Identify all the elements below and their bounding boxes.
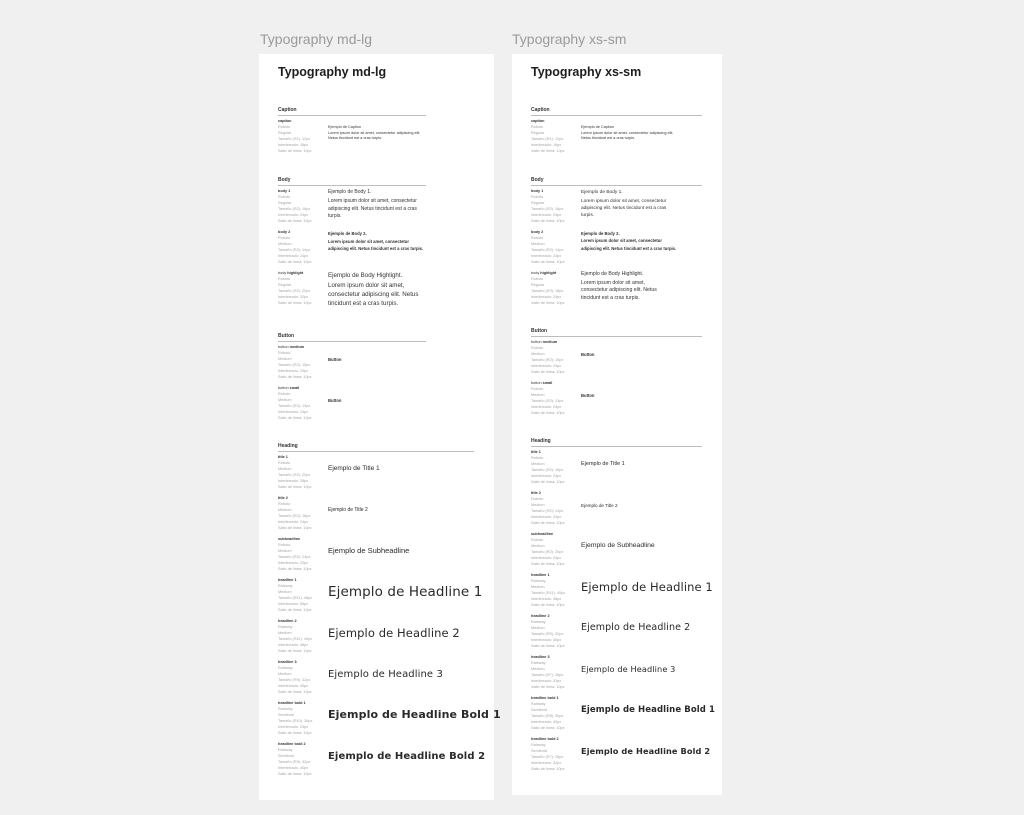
type-style-attribute: Salto de línea: 10px <box>531 219 565 223</box>
type-style-attribute: Medium <box>531 667 545 671</box>
type-style-attribute: Roboto <box>278 392 291 396</box>
section-body <box>278 177 426 308</box>
type-sample-text: Ejemplo de Caption <box>581 125 615 129</box>
type-style-attribute: Salto de línea: 10px <box>278 485 312 489</box>
type-style-spec <box>278 577 326 613</box>
type-style-attribute: Interlineado: 28px <box>278 479 309 483</box>
type-style-name: headline bold 1 <box>531 696 559 700</box>
type-style-attribute: Tamaño (R2): 20px <box>531 550 564 554</box>
type-sample-text: Button <box>328 398 342 403</box>
type-style-attribute: Medium <box>531 544 545 548</box>
type-style-attribute: Tamaño (R2): 20px <box>278 473 311 477</box>
type-style-attribute: Tamaño (R2): 16px <box>278 207 311 211</box>
type-sample-paragraph: Lorem ipsum dolor sit amet, consectetur adipiscing elit. Netus tincidunt est a cras turpis. <box>328 131 421 140</box>
type-sample-text: Ejemplo de Headline 1 <box>328 584 483 600</box>
type-style-spec <box>278 536 326 572</box>
type-style-attribute: Roboto <box>531 387 544 391</box>
type-style-attribute: Medium <box>278 467 292 471</box>
type-style-spec <box>278 270 326 306</box>
type-style-attribute: Salto de línea: 10px <box>531 767 565 771</box>
type-style-attribute: Interlineado: 32px <box>531 679 562 683</box>
type-sample-text: Ejemplo de Headline 2 <box>328 626 460 640</box>
type-style-attribute: Salto de línea: 10px <box>531 480 565 484</box>
type-style-name: button medium <box>531 340 558 344</box>
type-style-attribute: Salto de línea: 10px <box>531 685 565 689</box>
type-style-name: headline 1 <box>531 573 550 577</box>
type-style-attribute: Tamaño (R2): 16px <box>531 289 564 293</box>
type-style-name: caption <box>278 119 292 123</box>
type-sample-text: Button <box>581 352 595 357</box>
type-sample-text: Ejemplo de Subheadline <box>581 542 655 549</box>
type-style-attribute: Raleway <box>531 620 546 624</box>
type-style-name: headline bold 1 <box>278 701 306 705</box>
type-style-spec <box>531 531 579 567</box>
type-sample-text: Ejemplo de Headline 1 <box>581 580 713 594</box>
type-style-attribute: Salto de línea: 10px <box>278 149 312 153</box>
type-style-attribute: Salto de línea: 10px <box>278 416 312 420</box>
type-style-attribute: Raleway <box>531 702 546 706</box>
type-style-name: title 1 <box>278 455 288 459</box>
type-sample <box>581 449 731 468</box>
type-sample <box>328 741 486 763</box>
type-style-attribute: Semibold <box>278 713 294 717</box>
type-style-spec <box>531 736 579 772</box>
type-sample-text: Ejemplo de Title 1 <box>328 465 380 472</box>
type-style-spec <box>531 613 579 649</box>
type-sample <box>581 270 731 302</box>
type-style-attribute: Salto de línea: 10px <box>278 219 312 223</box>
type-style-attribute: Raleway <box>278 707 293 711</box>
type-sample-text: Ejemplo de Title 2 <box>328 507 368 513</box>
type-sample <box>581 380 731 398</box>
type-style-attribute: Regular <box>278 283 292 287</box>
type-style-attribute: Tamaño (R2): 16px <box>278 514 311 518</box>
type-style-attribute: Salto de línea: 10px <box>531 149 565 153</box>
type-style-attribute: Regular <box>531 131 545 135</box>
type-style-spec <box>278 659 326 695</box>
type-sample-text: Ejemplo de Headline Bold 2 <box>581 746 711 756</box>
section-heading <box>278 443 501 776</box>
type-sample-text: Ejemplo de Subheadline <box>328 546 410 555</box>
type-style-attribute: Tamaño (R1): 12px <box>531 137 564 141</box>
section-caption <box>531 107 702 153</box>
type-style-name: button small <box>531 381 553 385</box>
type-style-attribute: Tamaño (R2): 16px <box>531 468 564 472</box>
section-divider <box>531 115 702 116</box>
type-style-attribute: Roboto <box>531 346 544 350</box>
type-style-name: headline 2 <box>531 614 550 618</box>
type-style-attribute: Interlineado: 24px <box>531 556 562 560</box>
type-style-spec <box>278 618 326 654</box>
type-sample <box>328 536 478 556</box>
type-style-spec <box>278 344 326 380</box>
type-sample-paragraph: Lorem ipsum dolor sit amet, consectetur adipiscing elit. Netus tincidunt est a cras turpis. <box>581 131 674 140</box>
type-style-attribute: Raleway <box>278 748 293 752</box>
type-style-name: body 1 <box>531 189 544 193</box>
section-divider <box>531 336 702 337</box>
type-sample <box>328 270 478 309</box>
type-style-name: subheadline <box>278 537 301 541</box>
type-style-attribute: Roboto <box>278 543 291 547</box>
type-style-attribute: Tamaño (R9): 32px <box>531 632 564 636</box>
type-style-attribute: Roboto <box>531 497 544 501</box>
type-sample-paragraph: Lorem ipsum dolor sit amet, consectetur adipiscing elit. Netus tincidunt est a cras turpis. <box>581 279 657 301</box>
type-style-attribute: Semibold <box>531 708 547 712</box>
type-style-attribute: Tamaño (R7): 28px <box>531 673 564 677</box>
type-style-attribute: Medium <box>278 398 292 402</box>
type-style-attribute: Tamaño (R11): 40px <box>278 637 313 641</box>
type-style-attribute: Medium <box>278 672 292 676</box>
type-style-spec <box>531 270 579 306</box>
section-title: Caption <box>531 107 550 113</box>
type-style-attribute: Interlineado: 32px <box>531 761 562 765</box>
type-style-name: body highlight <box>531 271 557 275</box>
section-title: Button <box>531 328 548 334</box>
type-style-attribute: Interlineado: 56px <box>278 602 309 606</box>
type-style-name: headline 1 <box>278 578 297 582</box>
type-style-attribute: Salto de línea: 10px <box>531 301 565 305</box>
type-style-name: headline bold 2 <box>278 742 306 746</box>
type-style-attribute: Raleway <box>278 584 293 588</box>
section-title: Heading <box>278 443 298 449</box>
type-style-attribute: Medium <box>278 357 292 361</box>
section-divider <box>278 115 426 116</box>
type-style-attribute: Tamaño (R7): 28px <box>531 755 564 759</box>
type-sample <box>581 654 731 675</box>
type-sample-text: Ejemplo de Headline Bold 1 <box>581 705 716 715</box>
type-style-spec <box>531 654 579 690</box>
type-style-name: title 1 <box>531 450 541 454</box>
type-sample-paragraph: Lorem ipsum dolor sit amet, consectetur adipiscing elit. Netus tincidunt est a cras turpis. <box>328 282 419 308</box>
type-style-spec <box>278 741 326 777</box>
type-style-attribute: Salto de línea: 10px <box>278 375 312 379</box>
frame-label-xs-sm: Typography xs-sm <box>512 31 627 47</box>
type-sample-text: Ejemplo de Body Highlight. <box>328 272 403 279</box>
type-style-attribute: Salto de línea: 10px <box>278 526 312 530</box>
type-style-attribute: Roboto <box>278 125 291 129</box>
type-style-attribute: Roboto <box>278 195 291 199</box>
type-sample-paragraph: Lorem ipsum dolor sit amet, consectetur adipiscing elit. Netus tincidunt est a cras turpis. <box>328 198 417 219</box>
type-style-attribute: Interlineado: 24px <box>531 213 562 217</box>
section-button <box>531 328 702 415</box>
section-heading <box>531 438 716 771</box>
type-style-spec <box>278 188 326 224</box>
type-style-name: body 2 <box>278 230 291 234</box>
type-style-attribute: Salto de línea: 10px <box>278 690 312 694</box>
type-style-attribute: Roboto <box>531 236 544 240</box>
section-divider <box>278 451 474 452</box>
type-style-attribute: Medium <box>278 590 292 594</box>
type-sample-text: Ejemplo de Caption <box>328 125 362 129</box>
type-style-attribute: Interlineado: 24px <box>278 369 309 373</box>
type-style-attribute: Regular <box>531 201 545 205</box>
type-style-attribute: Roboto <box>531 125 544 129</box>
page-title: Typography xs-sm <box>531 65 642 79</box>
type-style-attribute: Raleway <box>278 625 293 629</box>
type-sample-text: Ejemplo de Body Highlight. <box>581 271 644 277</box>
type-style-attribute: Salto de línea: 10px <box>531 644 565 648</box>
type-style-attribute: Interlineado: 24px <box>531 295 562 299</box>
type-style-attribute: Semibold <box>531 749 547 753</box>
type-sample-text: Button <box>581 393 595 398</box>
type-sample-text: Ejemplo de Title 2 <box>581 503 618 508</box>
type-style-attribute: Tamaño (R11): 40px <box>531 591 566 595</box>
type-sample-text: Ejemplo de Headline 2 <box>581 622 691 633</box>
type-sample <box>581 531 731 551</box>
type-style-attribute: Medium <box>531 242 545 246</box>
type-sample <box>328 454 478 473</box>
type-style-attribute: Regular <box>531 283 545 287</box>
type-sample-text: Ejemplo de Title 1 <box>581 461 625 467</box>
type-style-name: headline bold 2 <box>531 737 559 741</box>
type-style-attribute: Roboto <box>531 538 544 542</box>
type-style-attribute: Tamaño (R9): 32px <box>278 678 311 682</box>
type-style-attribute: Salto de línea: 10px <box>278 649 312 653</box>
type-style-name: button medium <box>278 345 305 349</box>
type-style-attribute: Tamaño (R2): 13px <box>278 404 311 408</box>
type-style-attribute: Medium <box>278 508 292 512</box>
section-title: Caption <box>278 107 297 113</box>
type-style-name: headline 3 <box>278 660 297 664</box>
type-style-attribute: Interlineado: 24px <box>278 213 309 217</box>
type-style-name: body 2 <box>531 230 544 234</box>
type-style-attribute: Tamaño (R9): 32px <box>278 760 311 764</box>
type-style-attribute: Interlineado: 24px <box>531 405 562 409</box>
type-sample <box>328 618 478 641</box>
type-sample-text: Ejemplo de Headline Bold 1 <box>328 708 501 721</box>
type-style-spec <box>531 380 579 416</box>
type-style-spec <box>531 449 579 485</box>
type-style-attribute: Medium <box>531 393 545 397</box>
section-divider <box>278 341 426 342</box>
type-style-attribute: Salto de línea: 10px <box>278 260 312 264</box>
type-style-attribute: Interlineado: 24px <box>278 254 309 258</box>
type-style-spec <box>278 495 326 531</box>
type-style-attribute: Regular <box>278 201 292 205</box>
section-title: Body <box>278 177 291 183</box>
type-style-spec <box>278 385 326 421</box>
type-style-spec <box>278 229 326 265</box>
type-sample <box>581 613 731 634</box>
type-style-attribute: Interlineado: 40px <box>278 684 309 688</box>
type-style-attribute: Salto de línea: 10px <box>531 370 565 374</box>
type-style-attribute: Tamaño (R2): 14px <box>531 248 564 252</box>
type-style-spec <box>531 339 579 375</box>
type-style-attribute: Raleway <box>531 579 546 583</box>
type-style-attribute: Tamaño (R2): 20px <box>278 289 311 293</box>
type-sample <box>581 118 731 141</box>
type-style-attribute: Roboto <box>278 351 291 355</box>
section-title: Heading <box>531 438 551 444</box>
type-sample-paragraph: Lorem ipsum dolor sit amet, consectetur adipiscing elit. Netus tincidunt est a cras turpis. <box>581 238 677 251</box>
type-style-attribute: Interlineado: 40px <box>531 720 562 724</box>
type-style-attribute: Tamaño (R2): 24px <box>278 555 311 559</box>
type-style-attribute: Salto de línea: 10px <box>278 301 312 305</box>
type-sample <box>581 339 731 357</box>
type-style-attribute: Medium <box>278 549 292 553</box>
type-sample-text: Ejemplo de Body 2. <box>581 231 620 236</box>
frame-typography-md-lg <box>259 54 501 800</box>
type-style-spec <box>531 118 579 154</box>
type-sample <box>581 572 731 595</box>
type-style-attribute: Salto de línea: 10px <box>278 731 312 735</box>
type-style-spec <box>531 229 579 265</box>
type-sample <box>328 659 478 681</box>
type-style-attribute: Salto de línea: 10px <box>278 567 312 571</box>
type-sample-text: Ejemplo de Body 1. <box>328 189 372 195</box>
type-style-attribute: Tamaño (R2): 15px <box>278 363 311 367</box>
type-style-spec <box>531 572 579 608</box>
type-sample <box>328 344 478 362</box>
type-style-attribute: Interlineado: 16px <box>278 143 309 147</box>
type-style-attribute: Interlineado: 32px <box>278 561 309 565</box>
type-sample-text: Ejemplo de Body 2. <box>328 231 367 236</box>
type-style-attribute: Interlineado: 40px <box>278 766 309 770</box>
type-style-attribute: Salto de línea: 10px <box>531 411 565 415</box>
frame-typography-xs-sm <box>512 54 722 795</box>
type-sample-text: Ejemplo de Headline 3 <box>328 669 443 680</box>
type-style-attribute: Interlineado: 32px <box>278 295 309 299</box>
type-style-attribute: Raleway <box>531 661 546 665</box>
type-style-attribute: Roboto <box>531 195 544 199</box>
section-caption <box>278 107 426 153</box>
type-style-attribute: Regular <box>278 131 292 135</box>
type-style-attribute: Tamaño (R2): 16px <box>531 207 564 211</box>
type-style-name: button small <box>278 386 300 390</box>
type-style-attribute: Interlineado: 24px <box>531 254 562 258</box>
type-style-spec <box>531 695 579 731</box>
type-style-attribute: Tamaño (R2): 13px <box>531 399 564 403</box>
type-sample-text: Ejemplo de Headline 3 <box>581 664 676 674</box>
type-sample <box>328 229 478 253</box>
type-sample-paragraph: Lorem ipsum dolor sit amet, consectetur adipiscing elit. Netus tincidunt est a cras turpis. <box>328 238 424 251</box>
type-sample <box>328 188 478 221</box>
type-style-name: title 2 <box>278 496 288 500</box>
type-style-attribute: Interlineado: 24px <box>278 410 309 414</box>
type-sample <box>328 577 483 602</box>
type-style-attribute: Tamaño (R11): 48px <box>278 596 313 600</box>
type-style-attribute: Roboto <box>278 461 291 465</box>
type-style-attribute: Tamaño (R2): 14px <box>531 509 564 513</box>
section-title: Body <box>531 177 544 183</box>
type-sample-text: Ejemplo de Headline Bold 2 <box>328 751 486 762</box>
type-style-attribute: Tamaño (R8): 30px <box>531 714 564 718</box>
type-style-attribute: Interlineado: 48px <box>278 643 309 647</box>
type-style-attribute: Raleway <box>531 743 546 747</box>
type-sample-text: Ejemplo de Body 1. <box>581 190 623 195</box>
type-style-attribute: Interlineado: 24px <box>531 364 562 368</box>
type-style-attribute: Medium <box>278 631 292 635</box>
type-sample <box>328 700 501 722</box>
type-style-attribute: Salto de línea: 10px <box>531 603 565 607</box>
type-style-name: body 1 <box>278 189 291 193</box>
type-style-attribute: Medium <box>531 626 545 630</box>
type-sample <box>581 695 731 716</box>
type-style-attribute: Interlineado: 40px <box>531 638 562 642</box>
type-sample <box>328 495 478 514</box>
type-sample <box>581 736 731 757</box>
type-style-attribute: Interlineado: 24px <box>278 725 309 729</box>
type-sample <box>581 490 731 509</box>
type-style-name: body highlight <box>278 271 304 275</box>
type-sample <box>328 385 478 403</box>
type-style-attribute: Medium <box>531 585 545 589</box>
type-style-attribute: Salto de línea: 10px <box>531 521 565 525</box>
type-style-attribute: Interlineado: 24px <box>531 474 562 478</box>
type-style-attribute: Roboto <box>531 456 544 460</box>
type-style-attribute: Roboto <box>278 236 291 240</box>
type-style-attribute: Medium <box>278 242 292 246</box>
section-divider <box>278 185 426 186</box>
type-style-attribute: Medium <box>531 352 545 356</box>
type-style-name: caption <box>531 119 545 123</box>
type-style-attribute: Salto de línea: 10px <box>278 608 312 612</box>
type-sample <box>581 188 731 220</box>
section-button <box>278 333 426 420</box>
type-style-attribute: Interlineado: 24px <box>278 520 309 524</box>
type-style-attribute: Tamaño (R1): 12px <box>278 137 311 141</box>
type-style-attribute: Semibold <box>278 754 294 758</box>
type-style-attribute: Medium <box>531 503 545 507</box>
section-body <box>531 177 702 305</box>
type-style-attribute: Roboto <box>531 277 544 281</box>
type-style-attribute: Salto de línea: 10px <box>531 562 565 566</box>
type-style-attribute: Salto de línea: 10px <box>531 726 565 730</box>
type-style-attribute: Tamaño (R2): 15px <box>531 358 564 362</box>
type-style-name: headline 3 <box>531 655 550 659</box>
type-sample <box>328 118 478 141</box>
type-style-spec <box>278 454 326 490</box>
type-style-attribute: Salto de línea: 10px <box>531 260 565 264</box>
section-divider <box>531 446 702 447</box>
type-style-name: headline 2 <box>278 619 297 623</box>
type-sample-text: Button <box>328 357 342 362</box>
type-style-attribute: Interlineado: 16px <box>531 143 562 147</box>
type-sample-paragraph: Lorem ipsum dolor sit amet, consectetur adipiscing elit. Netus tincidunt est a cras turpis. <box>581 198 667 219</box>
type-style-spec <box>278 118 326 154</box>
type-style-attribute: Tamaño (R10): 36px <box>278 719 313 723</box>
type-style-spec <box>531 188 579 224</box>
type-style-spec <box>278 700 326 736</box>
section-title: Button <box>278 333 295 339</box>
type-style-attribute: Tamaño (R2): 14px <box>278 248 311 252</box>
type-style-attribute: Medium <box>531 462 545 466</box>
page-title: Typography md-lg <box>278 65 387 79</box>
type-style-attribute: Raleway <box>278 666 293 670</box>
type-style-name: title 2 <box>531 491 541 495</box>
type-sample <box>581 229 731 252</box>
type-style-attribute: Roboto <box>278 277 291 281</box>
type-style-attribute: Salto de línea: 10px <box>278 772 312 776</box>
type-style-attribute: Interlineado: 24px <box>531 515 562 519</box>
type-style-attribute: Interlineado: 48px <box>531 597 562 601</box>
section-divider <box>531 185 702 186</box>
frame-label-md-lg: Typography md-lg <box>260 31 373 47</box>
type-style-name: subheadline <box>531 532 554 536</box>
type-style-spec <box>531 490 579 526</box>
type-style-attribute: Roboto <box>278 502 291 506</box>
